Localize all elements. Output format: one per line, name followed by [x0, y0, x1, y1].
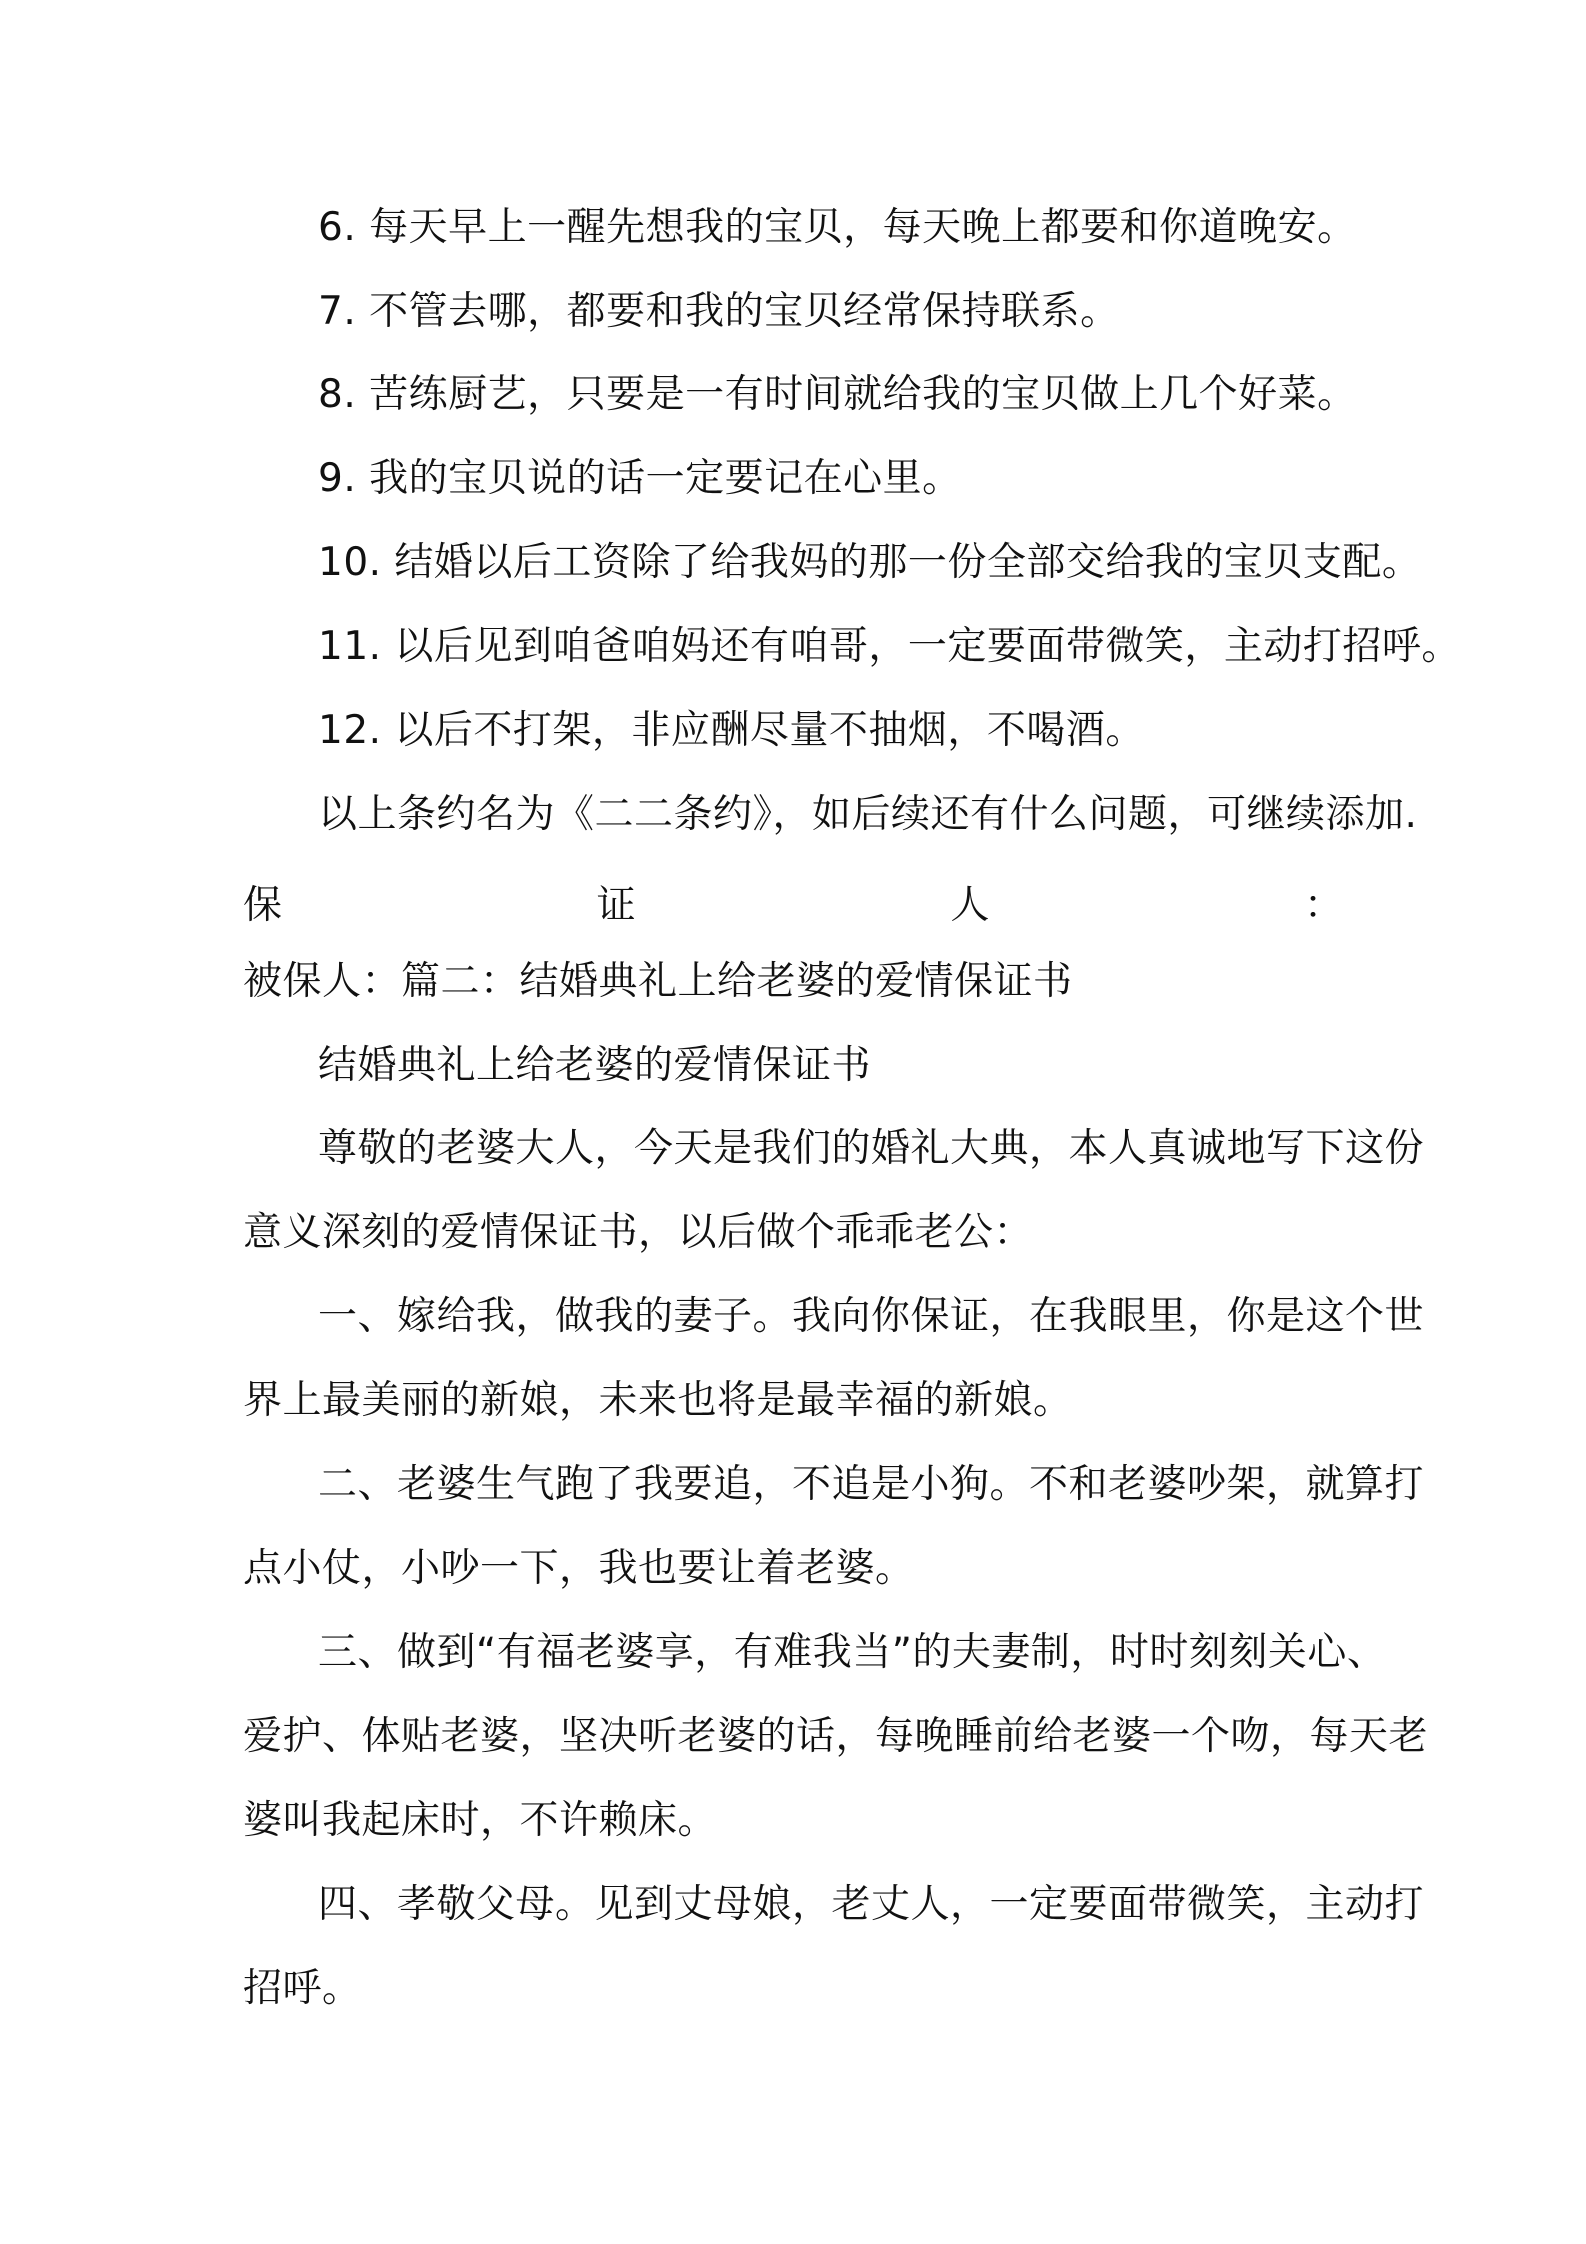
guarantor-char: ： [1303, 883, 1343, 928]
paragraph-line: 爱护、体贴老婆，坚决听老婆的话，每晚睡前给老婆一个吻，每天老 [243, 1714, 1429, 1759]
paragraph-first-line: 四、孝敬父母。见到丈母娘，老丈人，一定要面带微笑，主动打 [318, 1882, 1425, 1927]
list-item: 6. 每天早上一醒先想我的宝贝，每天晚上都要和你道晚安。 [318, 205, 1357, 250]
list-item: 8. 苦练厨艺，只要是一有时间就给我的宝贝做上几个好菜。 [318, 372, 1357, 417]
guarantor-char: 人 [950, 883, 990, 928]
paragraph-line: 招呼。 [243, 1966, 362, 2011]
list-item: 11. 以后见到咱爸咱妈还有咱哥，一定要面带微笑，主动打招呼。 [318, 624, 1461, 669]
paragraph-line: 点小仗，小吵一下，我也要让着老婆。 [243, 1546, 915, 1591]
paragraph-line: 婆叫我起床时，不许赖床。 [243, 1798, 718, 1843]
list-item: 10. 结婚以后工资除了给我妈的那一份全部交给我的宝贝支配。 [318, 540, 1422, 585]
guaranteed-line: 被保人：篇二：结婚典礼上给老婆的爱情保证书 [243, 959, 1073, 1004]
guarantor-char: 证 [596, 883, 636, 928]
list-item: 7. 不管去哪，都要和我的宝贝经常保持联系。 [318, 289, 1120, 334]
paragraph-first-line: 三、做到“有福老婆享，有难我当”的夫妻制，时时刻刻关心、 [318, 1630, 1387, 1675]
list-item: 9. 我的宝贝说的话一定要记在心里。 [318, 456, 962, 501]
paragraph-line: 意义深刻的爱情保证书，以后做个乖乖老公： [243, 1210, 1034, 1255]
paragraph-first-line: 一、嫁给我，做我的妻子。我向你保证，在我眼里，你是这个世 [318, 1294, 1425, 1339]
section-title: 结婚典礼上给老婆的爱情保证书 [318, 1043, 872, 1088]
paragraph-first-line: 二、老婆生气跑了我要追，不追是小狗。不和老婆吵架，就算打 [318, 1462, 1425, 1507]
paragraph-line: 界上最美丽的新娘，未来也将是最幸福的新娘。 [243, 1378, 1073, 1423]
list-item: 12. 以后不打架，非应酬尽量不抽烟，不喝酒。 [318, 708, 1145, 753]
paragraph-first-line: 尊敬的老婆大人，今天是我们的婚礼大典，本人真诚地写下这份 [318, 1126, 1425, 1171]
summary-text: 以上条约名为《二二条约》，如后续还有什么问题，可继续添加. [318, 792, 1418, 837]
guarantor-line [243, 881, 1343, 931]
guarantor-char: 保 [243, 883, 283, 928]
